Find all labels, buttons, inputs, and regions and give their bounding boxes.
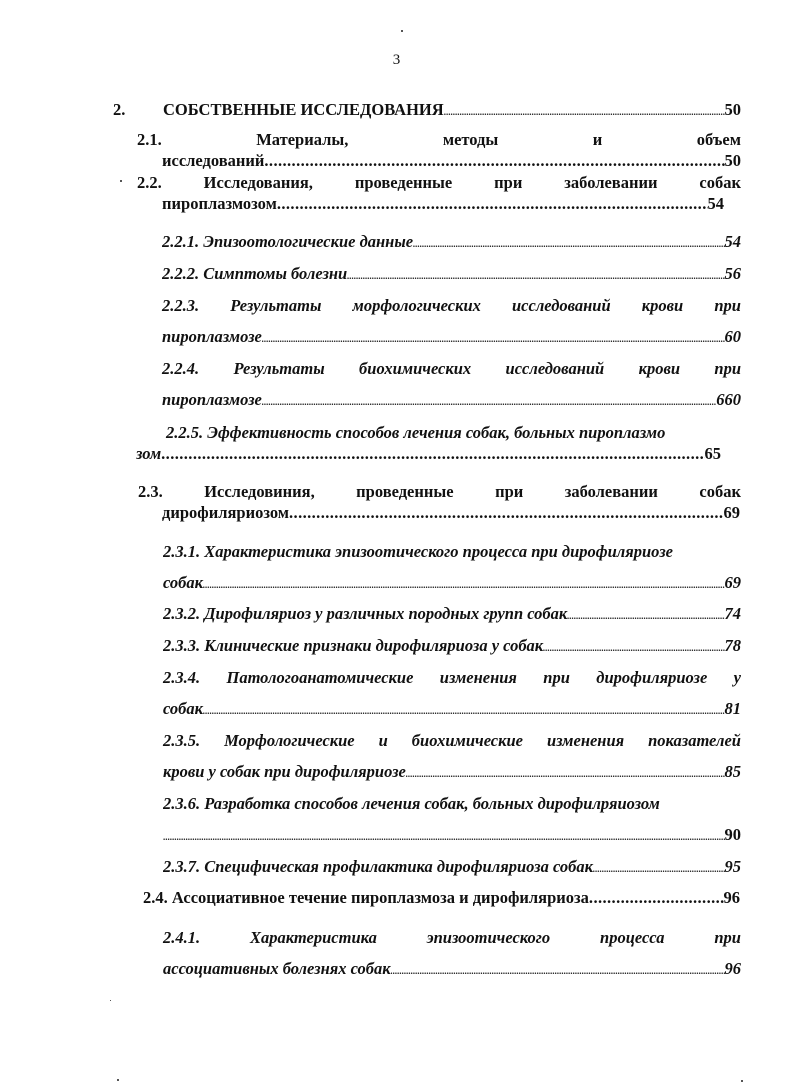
leader-dots	[543, 636, 724, 656]
leader-dots	[406, 762, 725, 782]
scan-speck	[117, 1079, 119, 1081]
toc-word: биохимические	[411, 731, 523, 750]
toc-word: морфологических	[352, 296, 481, 315]
toc-word: собак	[699, 173, 741, 192]
leader-dots	[589, 888, 724, 908]
toc-entry-2-1	[137, 130, 741, 150]
toc-page: 56	[724, 264, 741, 283]
toc-word: дирофиляриозе	[596, 668, 708, 687]
toc-word: заболевании	[564, 482, 658, 501]
toc-word: Результаты	[233, 359, 325, 378]
toc-word: и	[378, 731, 388, 750]
toc-word: исследований	[512, 296, 611, 315]
toc-title: 2.2.2. Симптомы болезни	[162, 264, 348, 283]
toc-page: 54	[724, 232, 741, 251]
toc-word: 2.4.1.	[163, 928, 201, 947]
toc-title: 2.2.1. Эпизоотологические данные	[162, 232, 414, 251]
toc-entry-2-2-cont	[162, 194, 724, 214]
toc-word: при	[714, 928, 741, 947]
toc-title: 2.4. Ассоциативное течение пироплазмоза и дирофиляриоза	[143, 888, 589, 907]
toc-number: 2.	[113, 100, 126, 119]
leader-dots	[264, 151, 724, 171]
toc-entry-2-3-4	[163, 668, 741, 688]
toc-entry-2-3-7	[163, 857, 741, 877]
toc-word: исследований	[505, 359, 605, 378]
scan-speck	[120, 180, 122, 182]
toc-word: при	[494, 173, 523, 192]
toc-word: при	[543, 668, 570, 687]
toc-page: 96	[724, 959, 741, 978]
toc-entry-2-3-6-cont	[163, 825, 741, 845]
toc-entry-2-2-5-cont	[136, 444, 721, 464]
toc-page: 95	[724, 857, 741, 876]
toc-page: 96	[723, 888, 740, 907]
toc-title: пироплазмозе	[162, 390, 262, 409]
toc-entry-2-3-6: 2.3.6. Разработка способов лечения собак, больных дирофилряиозом	[163, 794, 660, 813]
toc-word: собак	[699, 482, 741, 501]
toc-entry-2-3-1-cont	[163, 573, 741, 593]
leader-dots	[262, 390, 716, 410]
toc-page: 81	[724, 699, 741, 718]
toc-entry-2-4	[143, 888, 740, 908]
toc-word: объем	[696, 130, 741, 149]
leader-dots	[593, 857, 725, 877]
toc-word: изменения	[546, 731, 625, 750]
toc-page: 69	[723, 503, 740, 522]
toc-word: проведенные	[354, 173, 453, 192]
toc-page: 78	[724, 636, 741, 655]
toc-entry-2-3-5	[163, 731, 741, 751]
toc-word: крови	[641, 296, 684, 315]
toc-page: 85	[724, 762, 741, 781]
leader-dots	[347, 264, 724, 284]
toc-title: пироплазмозом	[162, 194, 277, 213]
toc-word: 2.3.4.	[163, 668, 201, 687]
toc-page: 50	[724, 100, 741, 119]
toc-word: Исследования,	[203, 173, 313, 192]
leader-dots	[567, 604, 724, 624]
toc-title: 2.3.3. Клинические признаки дирофиляриоза у собак	[163, 636, 544, 655]
toc-word: Патологоанатомические	[226, 668, 414, 687]
toc-word: 2.3.5.	[163, 731, 201, 750]
toc-word: при	[714, 359, 741, 378]
toc-word: Исследовиния,	[204, 482, 315, 501]
toc-word: у	[733, 668, 741, 687]
toc-title: крови у собак при дирофиляриозе	[163, 762, 406, 781]
toc-title: дирофиляриозом	[162, 503, 290, 522]
toc-page: 50	[724, 151, 741, 170]
toc-entry-2-3-1: 2.3.1. Характеристика эпизоотического процесса при дирофиляриозе	[163, 542, 673, 561]
scan-speck	[110, 1000, 111, 1001]
toc-entry-2-3-cont	[162, 503, 740, 523]
toc-word: проведенные	[356, 482, 454, 501]
toc-title: зом	[136, 444, 162, 463]
toc-number: 2.3.	[138, 482, 163, 501]
leader-dots	[391, 959, 725, 979]
toc-entry-2-3-2	[163, 604, 741, 624]
toc-title: пироплазмозе	[162, 327, 262, 346]
toc-page: 60	[724, 327, 741, 346]
toc-entry-2-2-1	[162, 232, 741, 252]
toc-word: при	[714, 296, 741, 315]
toc-entry-2-3	[138, 482, 741, 502]
toc-title: СОБСТВЕННЫЕ ИССЛЕДОВАНИЯ	[163, 100, 444, 119]
toc-word: при	[495, 482, 524, 501]
toc-title: 2.3.7. Специфическая профилактика дирофиляриоза собак	[163, 857, 593, 876]
toc-entry-2-2-4	[162, 359, 741, 379]
toc-word: процесса	[600, 928, 665, 947]
toc-word: и	[592, 130, 603, 149]
toc-entry-2-2-3-cont	[162, 327, 741, 347]
leader-dots	[277, 194, 708, 214]
toc-title: 2.3.2. Дирофиляриоз у различных породных групп собак	[163, 604, 568, 623]
toc-word: показателей	[648, 731, 741, 750]
toc-page: 69	[724, 573, 741, 592]
toc-word: биохимических	[359, 359, 472, 378]
toc-entry-2-2-2	[162, 264, 741, 284]
toc-word: 2.2.4.	[162, 359, 200, 378]
toc-entry-2-4-1-cont	[163, 959, 741, 979]
toc-entry-2-3-3	[163, 636, 741, 656]
toc-entry-2-4-1	[163, 928, 741, 948]
toc-word: эпизоотического	[426, 928, 551, 947]
toc-entry-2-2-5: 2.2.5. Эффективность способов лечения собак, больных пироплазмо	[166, 423, 666, 442]
toc-entry-2-2-3	[162, 296, 741, 316]
toc-entry-2	[113, 100, 741, 120]
leader-dots	[262, 327, 725, 347]
toc-number: 2.1.	[137, 130, 162, 149]
toc-word: крови	[638, 359, 681, 378]
toc-word: 2.2.3.	[162, 296, 200, 315]
toc-word: Характеристика	[250, 928, 377, 947]
toc-page: 74	[724, 604, 741, 623]
toc-title: собак	[163, 699, 204, 718]
leader-dots	[163, 825, 725, 845]
toc-word: Результаты	[230, 296, 322, 315]
page-number: 3	[392, 52, 401, 68]
toc-word: Материалы,	[256, 130, 349, 149]
scan-speck	[741, 1080, 743, 1082]
leader-dots	[444, 100, 725, 120]
toc-word: методы	[442, 130, 499, 149]
toc-entry-2-1-cont	[162, 151, 741, 171]
toc-page: 65	[704, 444, 721, 463]
toc-word: Морфологические	[224, 731, 355, 750]
toc-page: 660	[716, 390, 741, 409]
leader-dots	[203, 699, 724, 719]
scan-speck	[401, 30, 403, 32]
toc-word: изменения	[439, 668, 517, 687]
toc-title: собак	[163, 573, 204, 592]
toc-title: исследований	[162, 151, 265, 170]
leader-dots	[203, 573, 724, 593]
toc-page: 90	[724, 825, 741, 844]
toc-page: 54	[707, 194, 724, 213]
leader-dots	[161, 444, 704, 464]
leader-dots	[289, 503, 723, 523]
toc-entry-2-2	[137, 173, 741, 193]
leader-dots	[413, 232, 724, 252]
toc-entry-2-3-4-cont	[163, 699, 741, 719]
toc-entry-2-3-5-cont	[163, 762, 741, 782]
toc-entry-2-2-4-cont	[162, 390, 741, 410]
toc-title: ассоциативных болезнях собак	[163, 959, 391, 978]
toc-word: заболевании	[564, 173, 658, 192]
toc-number: 2.2.	[137, 173, 162, 192]
